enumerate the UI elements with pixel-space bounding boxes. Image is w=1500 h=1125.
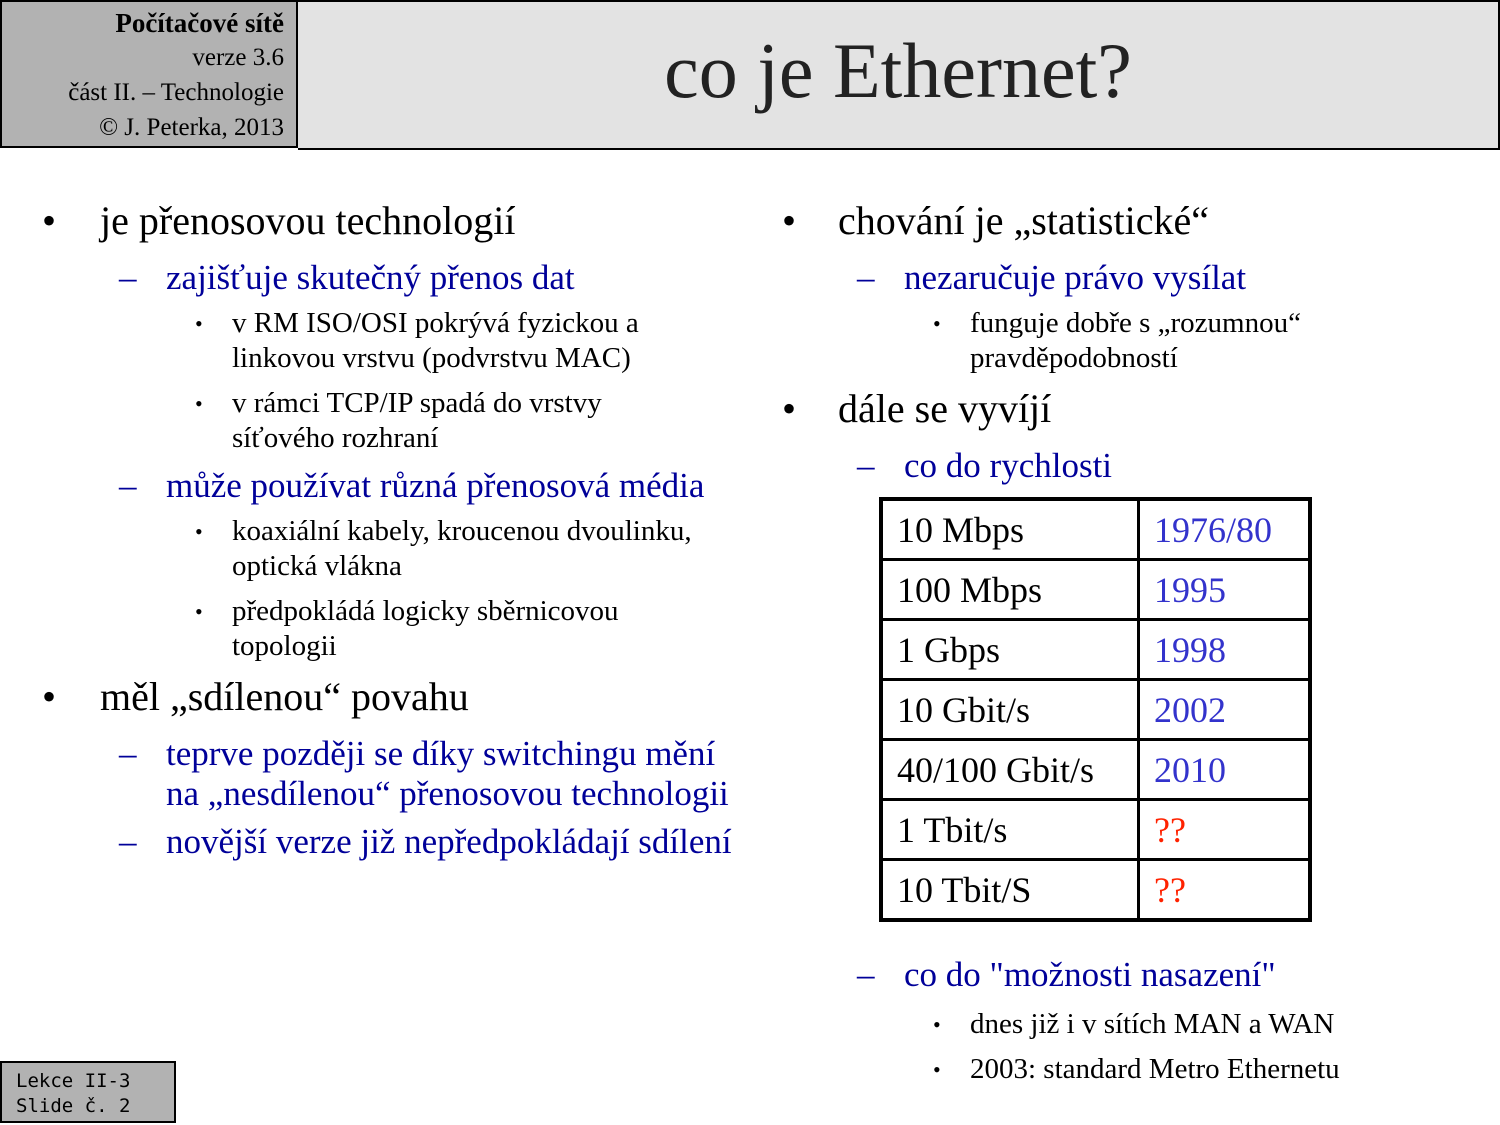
speed-cell: 10 Gbit/s (881, 680, 1139, 740)
year-cell: ?? (1139, 800, 1311, 860)
bullet-icon: • (42, 198, 57, 243)
bullet-text: dnes již i v sítích MAN a WAN (970, 1008, 1335, 1040)
bullet-level1 (0, 674, 740, 720)
slide-number-box (0, 1061, 176, 1123)
bullet-text: je přenosovou technologií (100, 198, 516, 243)
course-info-box (0, 0, 298, 148)
bullet-level2 (0, 466, 740, 506)
speed-cell: 1 Tbit/s (881, 800, 1139, 860)
dash-icon: – (857, 446, 875, 485)
dash-icon: – (857, 955, 875, 994)
bullet-text: novější verze již nepředpokládají sdílení (166, 822, 732, 861)
table-row (881, 860, 1310, 921)
bullet-icon: • (42, 674, 57, 719)
bullet-text: koaxiální kabely, kroucenou dvoulinku, optická vlákna (232, 515, 692, 582)
bullet-text: teprve později se díky switchingu mění na „nesdílenou“ přenosovou technologii (166, 734, 729, 813)
left-column (0, 198, 740, 870)
table-row (881, 740, 1310, 800)
bullet-level3 (0, 594, 740, 664)
bullet-level3 (0, 386, 740, 456)
bullet-level3 (740, 306, 1500, 376)
table-row (881, 620, 1310, 680)
year-cell: 1998 (1139, 620, 1311, 680)
dash-icon: – (119, 258, 137, 297)
bullet-icon: • (195, 311, 203, 336)
bullet-icon: • (195, 519, 203, 544)
bullet-level3 (740, 1052, 1500, 1087)
copyright-label: © J. Peterka, 2013 (99, 114, 284, 141)
dash-icon: – (857, 258, 875, 297)
table-row (881, 560, 1310, 620)
year-cell: 1976/80 (1139, 499, 1311, 560)
bullet-text: zajišťuje skutečný přenos dat (166, 258, 575, 297)
bullet-text: 2003: standard Metro Ethernetu (970, 1053, 1340, 1085)
bullet-text: nezaručuje právo vysílat (904, 258, 1247, 297)
bullet-level3 (0, 514, 740, 584)
bullet-text: funguje dobře s „rozumnou“ pravděpodobností (970, 307, 1301, 374)
bullet-icon: • (933, 1057, 941, 1082)
bullet-icon: • (782, 386, 797, 431)
speed-cell: 1 Gbps (881, 620, 1139, 680)
bullet-level1 (740, 386, 1500, 432)
table-row (881, 800, 1310, 860)
bullet-text: v RM ISO/OSI pokrývá fyzickou a linkovou vrstvu (podvrstvu MAC) (232, 307, 639, 374)
bullet-text: co do rychlosti (904, 446, 1113, 485)
speed-cell: 100 Mbps (881, 560, 1139, 620)
bullet-level1 (0, 198, 740, 244)
course-title: Počítačové sítě (115, 8, 284, 38)
right-column-bottom (740, 955, 1500, 1097)
bullet-level2 (0, 258, 740, 298)
bullet-level2 (740, 446, 1500, 486)
bullet-text: předpokládá logicky sběrnicovou topologii (232, 595, 619, 662)
bullet-icon: • (933, 1012, 941, 1037)
table-row (881, 680, 1310, 740)
bullet-text: v rámci TCP/IP spadá do vrstvy síťového rozhraní (232, 387, 602, 454)
bullet-icon: • (782, 198, 797, 243)
speed-table (879, 497, 1312, 922)
version-label: verze 3.6 (192, 44, 284, 71)
year-cell: 2010 (1139, 740, 1311, 800)
slide-title-bar (298, 0, 1500, 150)
bullet-icon: • (195, 391, 203, 416)
lesson-label: Lekce II-3 (16, 1070, 131, 1092)
bullet-text: měl „sdílenou“ povahu (100, 674, 469, 719)
speed-cell: 10 Tbit/S (881, 860, 1139, 921)
part-label: část II. – Technologie (68, 79, 284, 106)
year-cell: 2002 (1139, 680, 1311, 740)
bullet-level2 (0, 822, 740, 862)
bullet-level2 (740, 955, 1500, 995)
bullet-text: co do "možnosti nasazení" (904, 955, 1276, 994)
year-cell: ?? (1139, 860, 1311, 921)
year-cell: 1995 (1139, 560, 1311, 620)
bullet-icon: • (933, 311, 941, 336)
bullet-level2 (740, 258, 1500, 298)
bullet-level2 (0, 734, 740, 814)
dash-icon: – (119, 822, 137, 861)
table-row (881, 499, 1310, 560)
bullet-text: dále se vyvíjí (838, 386, 1052, 431)
slide-label: Slide č. 2 (16, 1095, 131, 1117)
bullet-text: chování je „statistické“ (838, 198, 1209, 243)
right-column (740, 198, 1500, 494)
bullet-level3 (0, 306, 740, 376)
speed-cell: 10 Mbps (881, 499, 1139, 560)
bullet-level3 (740, 1007, 1500, 1042)
dash-icon: – (119, 466, 137, 505)
slide-title: co je Ethernet? (664, 27, 1132, 114)
speed-cell: 40/100 Gbit/s (881, 740, 1139, 800)
dash-icon: – (119, 734, 137, 773)
bullet-icon: • (195, 599, 203, 624)
bullet-level1 (740, 198, 1500, 244)
bullet-text: může používat různá přenosová média (166, 466, 705, 505)
